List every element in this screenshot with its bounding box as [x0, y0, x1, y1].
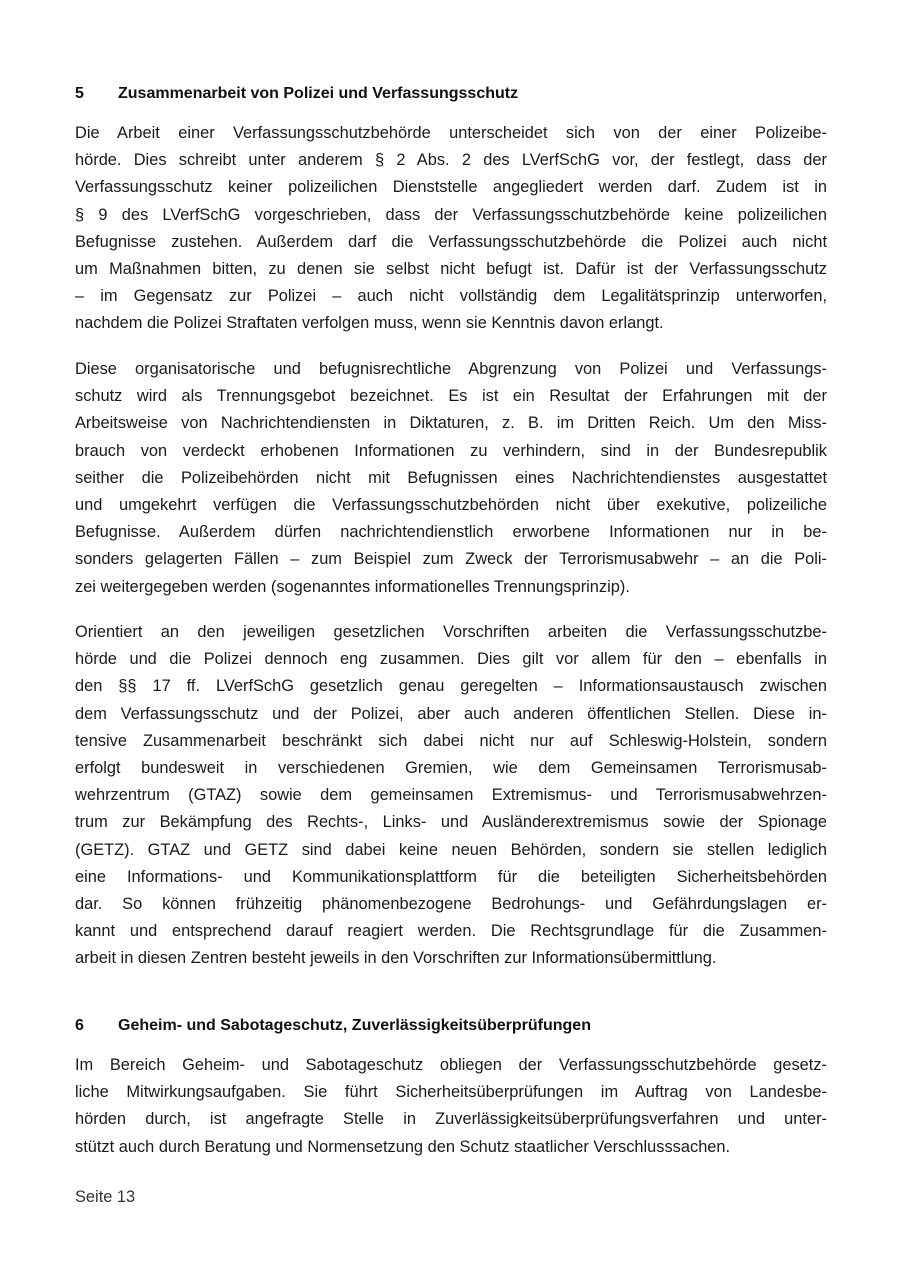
text-line: hörde und die Polizei dennoch eng zusammen. Dies gilt vor allem für den – ebenfalls in	[75, 650, 827, 669]
page-number: Seite 13	[75, 1188, 136, 1206]
text-line: seither die Polizeibehörden nicht mit Befugnissen eines Nachrichtendienstes ausgestattet	[75, 468, 827, 487]
text-line: schutz wird als Trennungsgebot bezeichnet. Es ist ein Resultat der Erfahrungen mit der	[75, 387, 827, 406]
section-number: 5	[75, 85, 84, 102]
text-line: um Maßnahmen bitten, zu denen sie selbst nicht befugt ist. Dafür ist der Verfassungsschutz	[75, 260, 827, 279]
text-line: dar. So können frühzeitig phänomenbezogene Bedrohungs- und Gefährdungslagen er-	[75, 895, 827, 914]
text-line: Im Bereich Geheim- und Sabotageschutz obliegen der Verfassungsschutzbehörde gesetz-	[75, 1056, 827, 1074]
text-line: dem Verfassungsschutz und der Polizei, aber auch anderen öffentlichen Stellen. Diese in-	[75, 704, 827, 723]
paragraph-6-1	[75, 1052, 827, 1161]
text-line: arbeit in diesen Zentren besteht jeweils in den Vorschriften zur Informationsübermittlung.	[75, 949, 717, 968]
section-title: Zusammenarbeit von Polizei und Verfassungsschutz	[118, 85, 519, 102]
text-line: eine Informations- und Kommunikationsplattform für die beteiligten Sicherheitsbehörden	[75, 867, 827, 886]
paragraph-5-1	[75, 120, 827, 338]
text-line: und umgekehrt verfügen die Verfassungsschutzbehörden nicht über exekutive, polizeiliche	[75, 496, 827, 515]
text-line: den §§ 17 ff. LVerfSchG gesetzlich genau geregelten – Informationsaustausch zwischen	[75, 677, 827, 696]
text-line: stützt auch durch Beratung und Normensetzung den Schutz staatlicher Verschlusssachen.	[75, 1137, 731, 1156]
paragraph-5-2	[75, 356, 827, 601]
text-line: hörden durch, ist angefragte Stelle in Zuverlässigkeitsüberprüfungsverfahren und unter-	[75, 1110, 827, 1129]
text-line: tensive Zusammenarbeit beschränkt sich dabei nicht nur auf Schleswig-Holstein, sondern	[75, 731, 827, 750]
text-line: (GETZ). GTAZ und GETZ sind dabei keine neuen Behörden, sondern sie stellen lediglich	[75, 840, 827, 859]
text-line: kannt und entsprechend darauf reagiert werden. Die Rechtsgrundlage für die Zusammen-	[75, 922, 827, 941]
text-line: trum zur Bekämpfung des Rechts-, Links- und Ausländerextremismus sowie der Spionage	[75, 813, 827, 832]
text-line: erfolgt bundesweit in verschiedenen Gremien, wie dem Gemeinsamen Terrorismusab-	[75, 759, 827, 778]
text-line: § 9 des LVerfSchG vorgeschrieben, dass der Verfassungsschutzbehörde keine polizeilichen	[75, 205, 827, 224]
text-line: Verfassungsschutz keiner polizeilichen Dienststelle angegliedert werden darf. Zudem ist in	[75, 178, 827, 197]
text-line: wehrzentrum (GTAZ) sowie dem gemeinsamen Extremismus- und Terrorismusabwehrzen-	[75, 786, 827, 805]
text-line: nachdem die Polizei Straftaten verfolgen muss, wenn sie Kenntnis davon erlangt.	[75, 314, 664, 333]
text-line: sonders gelagerten Fällen – zum Beispiel zum Zweck der Terrorismusabwehr – an die Poli-	[75, 550, 827, 569]
text-line: liche Mitwirkungsaufgaben. Sie führt Sicherheitsüberprüfungen im Auftrag von Landesbe-	[75, 1083, 827, 1102]
text-line: Orientiert an den jeweiligen gesetzlichen Vorschriften arbeiten die Verfassungsschutzbe-	[75, 623, 827, 641]
paragraph-5-3	[75, 619, 827, 973]
text-line: Die Arbeit einer Verfassungsschutzbehörde unterscheidet sich von der einer Polizeibe-	[75, 124, 827, 142]
section-title: Geheim- und Sabotageschutz, Zuverlässigkeitsüberprüfungen	[118, 1017, 591, 1034]
text-line: Diese organisatorische und befugnisrechtliche Abgrenzung von Polizei und Verfassungs-	[75, 360, 827, 378]
text-line: Arbeitsweise von Nachrichtendiensten in Diktaturen, z. B. im Dritten Reich. Um den Miss-	[75, 414, 827, 433]
text-line: Befugnisse. Außerdem dürfen nachrichtendienstlich erworbene Informationen nur in be-	[75, 523, 827, 542]
text-line: zei weitergegeben werden (sogenanntes informationelles Trennungsprinzip).	[75, 577, 630, 596]
text-line: brauch von verdeckt erhobenen Informationen zu verhindern, sind in der Bundesrepublik	[75, 441, 827, 460]
section-number: 6	[75, 1017, 84, 1034]
text-line: hörde. Dies schreibt unter anderem § 2 Abs. 2 des LVerfSchG vor, der festlegt, dass der	[75, 151, 827, 170]
text-line: Befugnisse zustehen. Außerdem darf die Verfassungsschutzbehörde die Polizei auch nicht	[75, 232, 827, 251]
section-heading-5	[75, 84, 518, 104]
section-heading-6	[75, 1016, 591, 1036]
text-line: – im Gegensatz zur Polizei – auch nicht vollständig dem Legalitätsprinzip unterworfen,	[75, 287, 827, 306]
